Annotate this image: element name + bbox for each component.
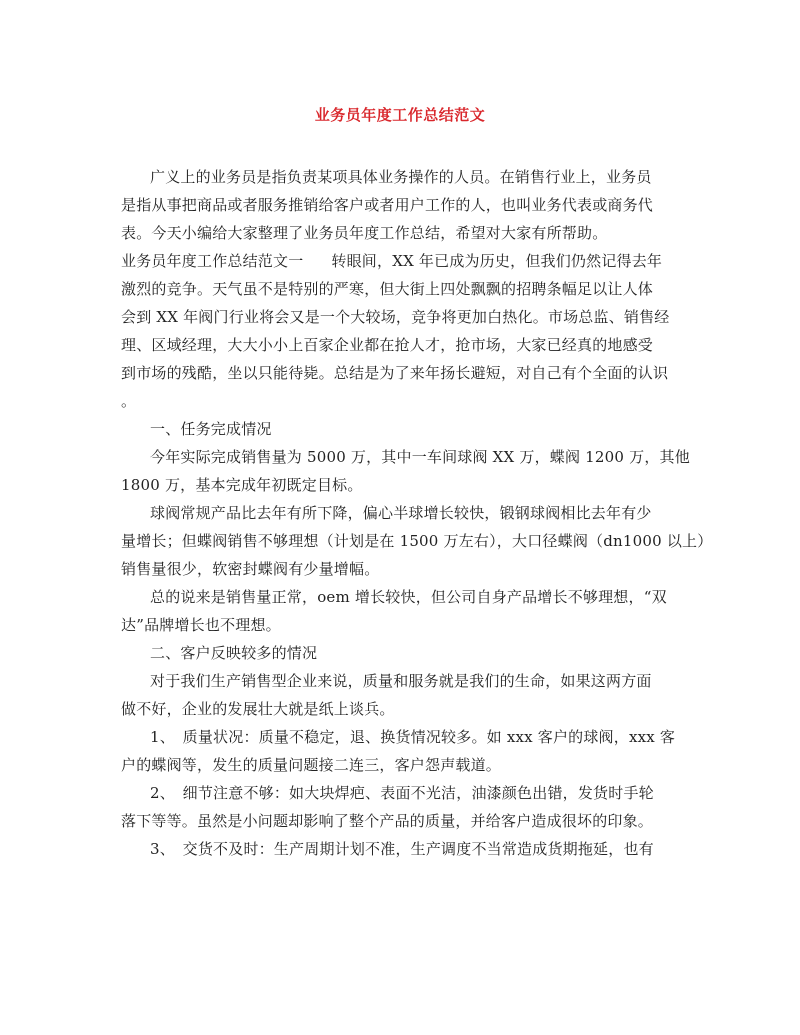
paragraph-line: 达”品牌增长也不理想。 — [121, 616, 281, 634]
paragraph-line — [121, 251, 681, 271]
paragraph-line: 。 — [121, 392, 137, 410]
paragraph-line: 量增长；但蝶阀销售不够理想（计划是在 1500 万左右），大口径蝶阀（dn1000 以上） — [121, 532, 713, 550]
paragraph-line: 是指从事把商品或者服务推销给客户或者用户工作的人，也叫业务代表或商务代 — [121, 196, 654, 214]
paragraph-line: 会到 XX 年阀门行业将会又是一个大较场，竞争将更加白热化。市场总监、销售经 — [121, 308, 670, 326]
paragraph-line: 今年实际完成销售量为 5000 万，其中一车间球阀 XX 万，蝶阀 1200 万，其他 — [150, 448, 690, 466]
list-item-line: 2、 细节注意不够：如大块焊疤、表面不光洁，油漆颜色出错，发货时手轮 — [150, 784, 654, 802]
list-item-line: 1、 质量状况：质量不稳定，退、换货情况较多。如 xxx 客户的球阀，xxx 客 — [150, 728, 676, 746]
paragraph-line: 1800 万，基本完成年初既定目标。 — [121, 476, 363, 494]
paragraph-line: 到市场的残酷，坐以只能待毙。总结是为了来年扬长避短，对自己有个全面的认识 — [121, 364, 669, 382]
list-item-line: 落下等等。虽然是小问题却影响了整个产品的质量，并给客户造成很坏的印象。 — [121, 812, 654, 830]
paragraph-line: 激烈的竞争。天气虽不是特别的严寒，但大街上四处飘飘的招聘条幅足以让人体 — [121, 280, 654, 298]
paragraph-line: 对于我们生产销售型企业来说，质量和服务就是我们的生命，如果这两方面 — [150, 672, 652, 690]
section-heading-inline: 业务员年度工作总结范文一 — [121, 252, 304, 270]
paragraph-line: 销售量很少，软密封蝶阀有少量增幅。 — [121, 560, 380, 578]
list-item-line: 3、 交货不及时：生产周期计划不准，生产调度不当常造成货期拖延，也有 — [150, 840, 654, 858]
section-heading: 一、任务完成情况 — [150, 420, 272, 438]
paragraph-line: 理、区域经理，大大小小上百家企业都在抢人才，抢市场，大家已经真的地感受 — [121, 336, 654, 354]
paragraph-line: 球阀常规产品比去年有所下降，偏心半球增长较快，锻钢球阀相比去年有少 — [150, 504, 652, 522]
paragraph-line: 广义上的业务员是指负责某项具体业务操作的人员。在销售行业上，业务员 — [150, 168, 652, 186]
document-title: 业务员年度工作总结范文 — [314, 106, 486, 124]
section-heading: 二、客户反映较多的情况 — [150, 644, 318, 662]
paragraph-text: 转眼间，XX 年已成为历史，但我们仍然记得去年 — [331, 252, 663, 270]
paragraph-line: 表。今天小编给大家整理了业务员年度工作总结，希望对大家有所帮助。 — [121, 224, 608, 242]
paragraph-line: 做不好，企业的发展壮大就是纸上谈兵。 — [121, 700, 395, 718]
paragraph-line: 总的说来是销售量正常，oem 增长较快，但公司自身产品增长不够理想，“双 — [150, 588, 667, 606]
list-item-line: 户的蝶阀等，发生的质量问题接二连三，客户怨声载道。 — [121, 756, 502, 774]
